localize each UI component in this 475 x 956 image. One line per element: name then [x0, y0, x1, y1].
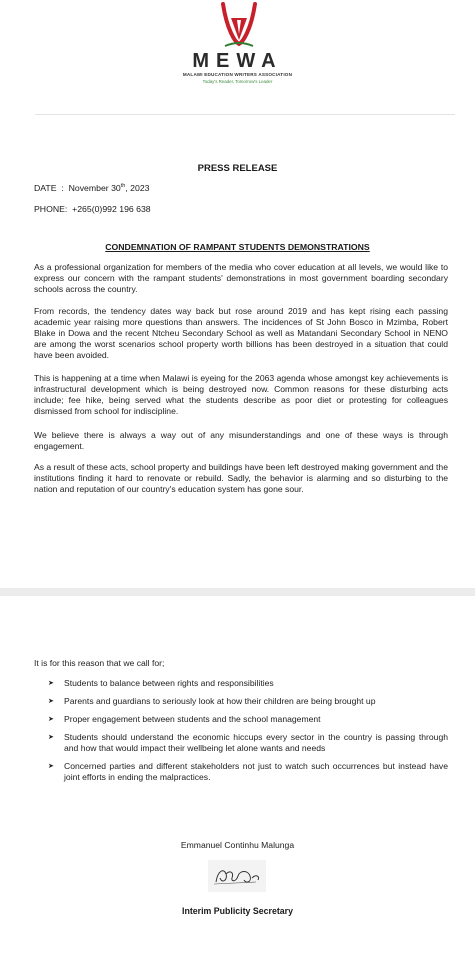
- phone-line: [34, 204, 151, 214]
- list-item: [48, 696, 448, 707]
- signatory-title: Interim Publicity Secretary: [182, 906, 293, 916]
- date-label: DATE: [34, 183, 57, 193]
- logo-tagline: Today's Reader, Tomorrow's Leader: [202, 79, 273, 84]
- list-item-text: Students to balance between rights and responsibilities: [64, 678, 274, 688]
- arrow-bullet-icon: ➤: [48, 698, 54, 705]
- signatory-name: Emmanuel Continhu Malunga: [180, 840, 295, 850]
- list-item: [48, 678, 448, 689]
- logo-organization-name: MALAWI EDUCATION WRITERS ASSOCIATION: [182, 72, 293, 77]
- paragraph: As a professional organization for members of the media who cover education at all levels, we would like to express our concern with the rampant students' demonstrations in most government boarding secondary schools across the country.: [34, 262, 448, 294]
- list-item: [48, 732, 448, 754]
- mewa-logo-pen-icon: [217, 0, 261, 50]
- list-item-text: Concerned parties and different stakeholders not just to watch such occurrences but instead have joint efforts in ending the malpractices.: [64, 761, 448, 782]
- phone-value: +265(0)992 196 638: [72, 204, 151, 214]
- date-year: , 2023: [125, 183, 150, 193]
- arrow-bullet-icon: ➤: [48, 716, 54, 723]
- release-heading: CONDEMNATION OF RAMPANT STUDENTS DEMONSTRATIONS: [105, 242, 370, 252]
- handwritten-signature-icon: [208, 860, 266, 892]
- date-day: November 30: [68, 183, 121, 193]
- list-item: [48, 714, 448, 725]
- document-title: PRESS RELEASE: [197, 163, 278, 174]
- arrow-bullet-icon: ➤: [48, 680, 54, 687]
- list-item: [48, 761, 448, 783]
- phone-label: PHONE:: [34, 204, 68, 214]
- date-separator: :: [61, 183, 64, 193]
- call-for-list: [48, 678, 448, 790]
- page-gap: [0, 588, 475, 596]
- paragraph: As a result of these acts, school property and buildings have been left destroyed making government and the institutions finding it hard to renovate or rebuild. Sadly, the behavior is alarming and so disturbing to the nation and reputation of our country's education system has gone sour.: [34, 462, 448, 494]
- paragraph: From records, the tendency dates way back but rose around 2019 and has kept rising each passing academic year raising more questions than answers. The incidences of St John Bosco in Mzimba, Robert Blake in Dowa and the recent Ntcheu Secondary School as well as Matandani Secondary School in NENO are among the worst scenarios school property worth billions has been destroyed in a situation that could have been avoided.: [34, 306, 448, 360]
- paragraph: We believe there is always a way out of any misunderstandings and one of these ways is through engagement.: [34, 430, 448, 451]
- list-item-text: Students should understand the economic hiccups every sector in the country is passing through and how that would impact their wellbeing let alone wants and needs: [64, 732, 448, 753]
- date-suffix: th: [120, 183, 126, 190]
- arrow-bullet-icon: ➤: [48, 763, 54, 770]
- call-for-intro: It is for this reason that we call for;: [34, 658, 165, 668]
- logo-wordmark: MEWA: [192, 50, 283, 72]
- paragraph: This is happening at a time when Malawi is eyeing for the 2063 agenda whose amongst key achievements is infrastructural development which is being destroyed now. Common reasons for these disturbing acts include; fee hike, being served what the students describe as poor diet or protesting for colleagues dismissed from school for indiscipline.: [34, 373, 448, 416]
- header-divider: [35, 114, 455, 115]
- list-item-text: Proper engagement between students and the school management: [64, 714, 321, 724]
- list-item-text: Parents and guardians to seriously look at how their children are being brought up: [64, 696, 376, 706]
- date-line: [34, 183, 150, 193]
- arrow-bullet-icon: ➤: [48, 734, 54, 741]
